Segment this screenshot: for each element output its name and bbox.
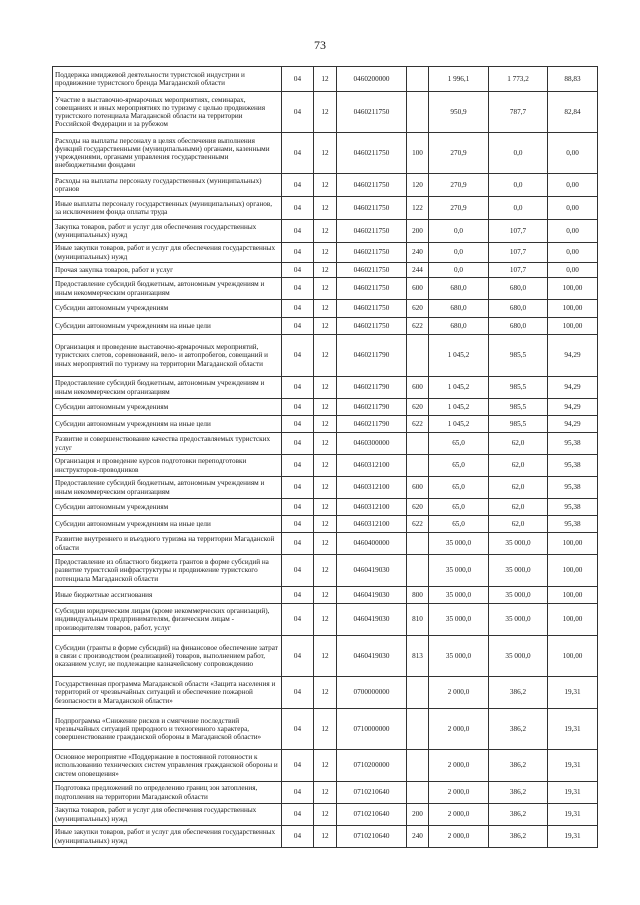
table-row <box>53 555 598 587</box>
row-expense-type-cell: 813 <box>407 636 429 677</box>
row-section-code-cell: 12 <box>314 455 337 477</box>
row-ministry-code-cell: 04 <box>282 433 314 455</box>
row-ministry-code-cell: 04 <box>282 750 314 782</box>
row-name-cell: Организация и проведение курсов подготовки переподготовки инструкторов-проводников <box>53 455 282 477</box>
row-executed-amount-cell: 0,0 <box>489 197 548 220</box>
row-target-code-cell: 0460211750 <box>337 318 407 335</box>
row-ministry-code-cell: 04 <box>282 804 314 826</box>
row-target-code-cell: 0710210640 <box>337 804 407 826</box>
row-expense-type-cell: 120 <box>407 174 429 197</box>
row-expense-type-cell <box>407 709 429 750</box>
row-ministry-code-cell: 04 <box>282 300 314 318</box>
row-planned-amount-cell: 270,9 <box>429 197 489 220</box>
row-expense-type-cell: 620 <box>407 399 429 416</box>
row-section-code-cell: 12 <box>314 782 337 804</box>
row-section-code-cell: 12 <box>314 604 337 636</box>
row-section-code-cell: 12 <box>314 300 337 318</box>
row-expense-type-cell: 122 <box>407 197 429 220</box>
row-section-code-cell: 12 <box>314 499 337 516</box>
row-name-cell: Организация и проведение выставочно-ярмарочных мероприятий, туристских слетов, соревнований, вело- и автопробегов, совещаний и иных мероприятий по туризму на территории Магаданской области <box>53 335 282 377</box>
row-planned-amount-cell: 680,0 <box>429 318 489 335</box>
row-executed-amount-cell: 62,0 <box>489 433 548 455</box>
row-executed-amount-cell: 985,5 <box>489 399 548 416</box>
budget-table-body <box>53 67 598 848</box>
row-target-code-cell: 0700000000 <box>337 677 407 709</box>
table-row <box>53 477 598 499</box>
row-section-code-cell: 12 <box>314 92 337 133</box>
row-percent-cell: 0,00 <box>548 133 598 174</box>
row-ministry-code-cell: 04 <box>282 377 314 399</box>
row-section-code-cell: 12 <box>314 220 337 243</box>
row-planned-amount-cell: 2 000,0 <box>429 750 489 782</box>
row-planned-amount-cell: 35 000,0 <box>429 636 489 677</box>
row-expense-type-cell: 600 <box>407 377 429 399</box>
row-percent-cell: 95,38 <box>548 433 598 455</box>
table-row <box>53 433 598 455</box>
row-percent-cell: 100,00 <box>548 533 598 555</box>
row-name-cell: Закупка товаров, работ и услуг для обеспечения государственных (муниципальных) нужд <box>53 804 282 826</box>
row-percent-cell: 95,38 <box>548 499 598 516</box>
row-executed-amount-cell: 35 000,0 <box>489 533 548 555</box>
row-planned-amount-cell: 680,0 <box>429 300 489 318</box>
table-row <box>53 516 598 533</box>
row-expense-type-cell <box>407 782 429 804</box>
row-percent-cell: 100,00 <box>548 587 598 604</box>
row-executed-amount-cell: 107,7 <box>489 263 548 278</box>
row-target-code-cell: 0460211750 <box>337 92 407 133</box>
row-expense-type-cell: 622 <box>407 318 429 335</box>
row-section-code-cell: 12 <box>314 318 337 335</box>
row-name-cell: Подготовка предложений по определению границ зон затопления, подтопления на территории Магаданской области <box>53 782 282 804</box>
table-row <box>53 377 598 399</box>
row-name-cell: Иные бюджетные ассигнования <box>53 587 282 604</box>
row-percent-cell: 88,83 <box>548 67 598 92</box>
row-section-code-cell: 12 <box>314 263 337 278</box>
table-row <box>53 220 598 243</box>
table-row <box>53 709 598 750</box>
row-planned-amount-cell: 1 045,2 <box>429 377 489 399</box>
row-expense-type-cell <box>407 67 429 92</box>
row-percent-cell: 0,00 <box>548 174 598 197</box>
row-ministry-code-cell: 04 <box>282 516 314 533</box>
row-planned-amount-cell: 2 000,0 <box>429 677 489 709</box>
row-section-code-cell: 12 <box>314 335 337 377</box>
row-ministry-code-cell: 04 <box>282 826 314 848</box>
table-row <box>53 174 598 197</box>
row-section-code-cell: 12 <box>314 587 337 604</box>
row-percent-cell: 82,84 <box>548 92 598 133</box>
row-percent-cell: 94,29 <box>548 377 598 399</box>
row-name-cell: Расходы на выплаты персоналу государственных (муниципальных) органов <box>53 174 282 197</box>
row-planned-amount-cell: 270,9 <box>429 174 489 197</box>
row-executed-amount-cell: 35 000,0 <box>489 636 548 677</box>
row-target-code-cell: 0460211750 <box>337 220 407 243</box>
row-ministry-code-cell: 04 <box>282 399 314 416</box>
row-name-cell: Закупка товаров, работ и услуг для обеспечения государственных (муниципальных) нужд <box>53 220 282 243</box>
row-ministry-code-cell: 04 <box>282 174 314 197</box>
row-expense-type-cell: 620 <box>407 499 429 516</box>
row-name-cell: Субсидии (гранты в форме субсидий) на финансовое обеспечение затрат в связи с производством (реализацией) товаров, выполнением работ, оказанием услуг, не подлежащие казначейскому сопровождению <box>53 636 282 677</box>
row-executed-amount-cell: 0,0 <box>489 174 548 197</box>
row-percent-cell: 19,31 <box>548 782 598 804</box>
row-planned-amount-cell: 35 000,0 <box>429 587 489 604</box>
row-target-code-cell: 0460211750 <box>337 174 407 197</box>
row-executed-amount-cell: 386,2 <box>489 804 548 826</box>
row-target-code-cell: 0710210640 <box>337 782 407 804</box>
row-target-code-cell: 0710200000 <box>337 750 407 782</box>
table-row <box>53 782 598 804</box>
row-percent-cell: 95,38 <box>548 516 598 533</box>
row-section-code-cell: 12 <box>314 278 337 300</box>
table-row <box>53 455 598 477</box>
row-target-code-cell: 0460419030 <box>337 587 407 604</box>
row-ministry-code-cell: 04 <box>282 555 314 587</box>
row-target-code-cell: 0460400000 <box>337 533 407 555</box>
row-section-code-cell: 12 <box>314 133 337 174</box>
row-ministry-code-cell: 04 <box>282 278 314 300</box>
row-percent-cell: 100,00 <box>548 636 598 677</box>
row-target-code-cell: 0460312100 <box>337 516 407 533</box>
row-executed-amount-cell: 62,0 <box>489 455 548 477</box>
row-percent-cell: 94,29 <box>548 335 598 377</box>
row-section-code-cell: 12 <box>314 433 337 455</box>
row-ministry-code-cell: 04 <box>282 416 314 433</box>
row-planned-amount-cell: 65,0 <box>429 499 489 516</box>
row-expense-type-cell: 600 <box>407 477 429 499</box>
row-target-code-cell: 0710000000 <box>337 709 407 750</box>
row-expense-type-cell <box>407 555 429 587</box>
row-name-cell: Иные закупки товаров, работ и услуг для обеспечения государственных (муниципальных) нужд <box>53 243 282 263</box>
table-row <box>53 263 598 278</box>
row-executed-amount-cell: 386,2 <box>489 709 548 750</box>
row-percent-cell: 19,31 <box>548 804 598 826</box>
row-percent-cell: 94,29 <box>548 399 598 416</box>
row-executed-amount-cell: 0,0 <box>489 133 548 174</box>
row-name-cell: Участие в выставочно-ярмарочных мероприятиях, семинарах, совещаниях и иных мероприятиях по туризму с целью продвижения туристского потенциала Магаданской области на территории Российской Федерации и за рубежом <box>53 92 282 133</box>
row-planned-amount-cell: 35 000,0 <box>429 555 489 587</box>
row-executed-amount-cell: 62,0 <box>489 499 548 516</box>
table-row <box>53 300 598 318</box>
row-expense-type-cell <box>407 750 429 782</box>
row-section-code-cell: 12 <box>314 477 337 499</box>
row-planned-amount-cell: 680,0 <box>429 278 489 300</box>
row-name-cell: Основное мероприятие «Поддержание в постоянной готовности к использованию технических систем управления гражданской обороны и систем оповещения» <box>53 750 282 782</box>
row-expense-type-cell <box>407 335 429 377</box>
row-name-cell: Субсидии автономным учреждениям <box>53 499 282 516</box>
row-expense-type-cell <box>407 92 429 133</box>
row-ministry-code-cell: 04 <box>282 636 314 677</box>
table-row <box>53 677 598 709</box>
row-name-cell: Иные закупки товаров, работ и услуг для обеспечения государственных (муниципальных) нужд <box>53 826 282 848</box>
row-name-cell: Предоставление субсидий бюджетным, автономным учреждениям и иным некоммерческим организациям <box>53 377 282 399</box>
table-row <box>53 587 598 604</box>
row-executed-amount-cell: 787,7 <box>489 92 548 133</box>
row-percent-cell: 100,00 <box>548 318 598 335</box>
row-ministry-code-cell: 04 <box>282 92 314 133</box>
row-target-code-cell: 0460200000 <box>337 67 407 92</box>
row-section-code-cell: 12 <box>314 377 337 399</box>
table-row <box>53 416 598 433</box>
row-section-code-cell: 12 <box>314 677 337 709</box>
row-name-cell: Предоставление из областного бюджета грантов в форме субсидий на развитие туристской инфраструктуры и продвижение туристского потенциала Магаданской области <box>53 555 282 587</box>
table-row <box>53 318 598 335</box>
row-section-code-cell: 12 <box>314 750 337 782</box>
page-number: 73 <box>314 38 326 52</box>
row-ministry-code-cell: 04 <box>282 67 314 92</box>
row-percent-cell: 100,00 <box>548 300 598 318</box>
row-ministry-code-cell: 04 <box>282 318 314 335</box>
row-planned-amount-cell: 2 000,0 <box>429 782 489 804</box>
row-ministry-code-cell: 04 <box>282 133 314 174</box>
row-target-code-cell: 0460419030 <box>337 604 407 636</box>
row-percent-cell: 19,31 <box>548 750 598 782</box>
row-executed-amount-cell: 107,7 <box>489 243 548 263</box>
row-name-cell: Субсидии автономным учреждениям <box>53 399 282 416</box>
table-row <box>53 133 598 174</box>
row-planned-amount-cell: 2 000,0 <box>429 709 489 750</box>
table-row <box>53 335 598 377</box>
row-name-cell: Расходы на выплаты персоналу в целях обеспечения выполнения функций государственными (муниципальными) органами, казенными учреждениями, органами управления государственными внебюджетными фондами <box>53 133 282 174</box>
row-name-cell: Развитие внутреннего и въездного туризма на территории Магаданской области <box>53 533 282 555</box>
row-planned-amount-cell: 0,0 <box>429 263 489 278</box>
row-planned-amount-cell: 2 000,0 <box>429 826 489 848</box>
table-row <box>53 533 598 555</box>
row-ministry-code-cell: 04 <box>282 477 314 499</box>
table-row <box>53 636 598 677</box>
row-executed-amount-cell: 985,5 <box>489 377 548 399</box>
row-section-code-cell: 12 <box>314 67 337 92</box>
row-percent-cell: 100,00 <box>548 604 598 636</box>
row-executed-amount-cell: 1 773,2 <box>489 67 548 92</box>
row-ministry-code-cell: 04 <box>282 677 314 709</box>
row-planned-amount-cell: 270,9 <box>429 133 489 174</box>
row-name-cell: Прочая закупка товаров, работ и услуг <box>53 263 282 278</box>
row-executed-amount-cell: 680,0 <box>489 318 548 335</box>
table-row <box>53 604 598 636</box>
row-target-code-cell: 0460300000 <box>337 433 407 455</box>
row-target-code-cell: 0460312100 <box>337 455 407 477</box>
row-target-code-cell: 0460211750 <box>337 197 407 220</box>
row-ministry-code-cell: 04 <box>282 243 314 263</box>
row-target-code-cell: 0460211750 <box>337 278 407 300</box>
row-planned-amount-cell: 65,0 <box>429 433 489 455</box>
row-expense-type-cell <box>407 677 429 709</box>
row-planned-amount-cell: 950,9 <box>429 92 489 133</box>
row-name-cell: Субсидии автономным учреждениям на иные цели <box>53 416 282 433</box>
row-expense-type-cell: 622 <box>407 516 429 533</box>
row-executed-amount-cell: 35 000,0 <box>489 555 548 587</box>
row-section-code-cell: 12 <box>314 636 337 677</box>
row-percent-cell: 19,31 <box>548 826 598 848</box>
row-percent-cell: 0,00 <box>548 197 598 220</box>
row-target-code-cell: 0460211750 <box>337 263 407 278</box>
row-target-code-cell: 0460419030 <box>337 555 407 587</box>
row-executed-amount-cell: 680,0 <box>489 278 548 300</box>
table-row <box>53 278 598 300</box>
budget-table <box>52 66 598 848</box>
row-executed-amount-cell: 35 000,0 <box>489 587 548 604</box>
table-row <box>53 499 598 516</box>
row-expense-type-cell <box>407 433 429 455</box>
row-name-cell: Предоставление субсидий бюджетным, автономным учреждениям и иным некоммерческим организациям <box>53 278 282 300</box>
row-percent-cell: 0,00 <box>548 263 598 278</box>
row-target-code-cell: 0460312100 <box>337 477 407 499</box>
row-expense-type-cell: 100 <box>407 133 429 174</box>
row-name-cell: Иные выплаты персоналу государственных (муниципальных) органов, за исключением фонда оплаты труда <box>53 197 282 220</box>
row-section-code-cell: 12 <box>314 516 337 533</box>
row-section-code-cell: 12 <box>314 197 337 220</box>
row-executed-amount-cell: 386,2 <box>489 677 548 709</box>
row-ministry-code-cell: 04 <box>282 587 314 604</box>
row-ministry-code-cell: 04 <box>282 263 314 278</box>
row-target-code-cell: 0460211790 <box>337 399 407 416</box>
row-ministry-code-cell: 04 <box>282 220 314 243</box>
row-percent-cell: 100,00 <box>548 555 598 587</box>
row-expense-type-cell: 810 <box>407 604 429 636</box>
row-expense-type-cell: 240 <box>407 243 429 263</box>
row-section-code-cell: 12 <box>314 399 337 416</box>
table-row <box>53 750 598 782</box>
row-target-code-cell: 0460211790 <box>337 416 407 433</box>
row-name-cell: Субсидии юридическим лицам (кроме некоммерческих организаций), индивидуальным предпринимателям, физическим лицам - производителям товаров, работ, услуг <box>53 604 282 636</box>
row-section-code-cell: 12 <box>314 709 337 750</box>
row-planned-amount-cell: 1 996,1 <box>429 67 489 92</box>
row-section-code-cell: 12 <box>314 533 337 555</box>
row-ministry-code-cell: 04 <box>282 782 314 804</box>
row-name-cell: Подпрограмма «Снижение рисков и смягчение последствий чрезвычайных ситуаций природного и техногенного характера, совершенствование гражданской обороны в Магаданской области» <box>53 709 282 750</box>
row-planned-amount-cell: 0,0 <box>429 220 489 243</box>
row-planned-amount-cell: 1 045,2 <box>429 416 489 433</box>
row-target-code-cell: 0710210640 <box>337 826 407 848</box>
row-expense-type-cell <box>407 455 429 477</box>
row-planned-amount-cell: 65,0 <box>429 455 489 477</box>
row-percent-cell: 95,38 <box>548 477 598 499</box>
row-ministry-code-cell: 04 <box>282 335 314 377</box>
row-expense-type-cell: 800 <box>407 587 429 604</box>
row-planned-amount-cell: 35 000,0 <box>429 604 489 636</box>
row-percent-cell: 19,31 <box>548 677 598 709</box>
row-planned-amount-cell: 0,0 <box>429 243 489 263</box>
row-executed-amount-cell: 35 000,0 <box>489 604 548 636</box>
row-expense-type-cell <box>407 533 429 555</box>
row-executed-amount-cell: 62,0 <box>489 516 548 533</box>
row-target-code-cell: 0460211750 <box>337 133 407 174</box>
row-percent-cell: 0,00 <box>548 243 598 263</box>
table-row <box>53 197 598 220</box>
row-planned-amount-cell: 1 045,2 <box>429 335 489 377</box>
table-row <box>53 399 598 416</box>
row-planned-amount-cell: 1 045,2 <box>429 399 489 416</box>
row-executed-amount-cell: 386,2 <box>489 750 548 782</box>
row-percent-cell: 94,29 <box>548 416 598 433</box>
row-expense-type-cell: 200 <box>407 804 429 826</box>
table-row <box>53 243 598 263</box>
row-expense-type-cell: 622 <box>407 416 429 433</box>
row-executed-amount-cell: 107,7 <box>489 220 548 243</box>
row-percent-cell: 100,00 <box>548 278 598 300</box>
row-name-cell: Поддержка имиджевой деятельности туристской индустрии и продвижение туристского бренда Магаданской области <box>53 67 282 92</box>
table-row <box>53 826 598 848</box>
row-section-code-cell: 12 <box>314 243 337 263</box>
row-ministry-code-cell: 04 <box>282 533 314 555</box>
row-planned-amount-cell: 35 000,0 <box>429 533 489 555</box>
row-expense-type-cell: 620 <box>407 300 429 318</box>
row-ministry-code-cell: 04 <box>282 197 314 220</box>
row-section-code-cell: 12 <box>314 804 337 826</box>
row-name-cell: Предоставление субсидий бюджетным, автономным учреждениям и иным некоммерческим организациям <box>53 477 282 499</box>
row-executed-amount-cell: 386,2 <box>489 782 548 804</box>
row-target-code-cell: 0460312100 <box>337 499 407 516</box>
row-section-code-cell: 12 <box>314 826 337 848</box>
row-planned-amount-cell: 65,0 <box>429 516 489 533</box>
row-ministry-code-cell: 04 <box>282 499 314 516</box>
row-target-code-cell: 0460211750 <box>337 300 407 318</box>
row-percent-cell: 19,31 <box>548 709 598 750</box>
row-percent-cell: 95,38 <box>548 455 598 477</box>
row-target-code-cell: 0460211750 <box>337 243 407 263</box>
row-section-code-cell: 12 <box>314 174 337 197</box>
row-planned-amount-cell: 65,0 <box>429 477 489 499</box>
row-name-cell: Государственная программа Магаданской области «Защита населения и территорий от чрезвычайных ситуаций и обеспечение пожарной безопасности в Магаданской области» <box>53 677 282 709</box>
row-expense-type-cell: 244 <box>407 263 429 278</box>
row-name-cell: Субсидии автономным учреждениям на иные цели <box>53 516 282 533</box>
row-executed-amount-cell: 62,0 <box>489 477 548 499</box>
row-target-code-cell: 0460419030 <box>337 636 407 677</box>
row-ministry-code-cell: 04 <box>282 455 314 477</box>
row-name-cell: Развитие и совершенствование качества предоставляемых туристских услуг <box>53 433 282 455</box>
row-executed-amount-cell: 985,5 <box>489 416 548 433</box>
table-row <box>53 804 598 826</box>
row-planned-amount-cell: 2 000,0 <box>429 804 489 826</box>
row-target-code-cell: 0460211790 <box>337 377 407 399</box>
row-percent-cell: 0,00 <box>548 220 598 243</box>
row-executed-amount-cell: 985,5 <box>489 335 548 377</box>
row-name-cell: Субсидии автономным учреждениям <box>53 300 282 318</box>
row-executed-amount-cell: 680,0 <box>489 300 548 318</box>
row-ministry-code-cell: 04 <box>282 709 314 750</box>
row-expense-type-cell: 240 <box>407 826 429 848</box>
table-row <box>53 92 598 133</box>
row-expense-type-cell: 600 <box>407 278 429 300</box>
row-ministry-code-cell: 04 <box>282 604 314 636</box>
row-section-code-cell: 12 <box>314 416 337 433</box>
row-target-code-cell: 0460211790 <box>337 335 407 377</box>
row-name-cell: Субсидии автономным учреждениям на иные цели <box>53 318 282 335</box>
table-row <box>53 67 598 92</box>
row-expense-type-cell: 200 <box>407 220 429 243</box>
row-executed-amount-cell: 386,2 <box>489 826 548 848</box>
row-section-code-cell: 12 <box>314 555 337 587</box>
